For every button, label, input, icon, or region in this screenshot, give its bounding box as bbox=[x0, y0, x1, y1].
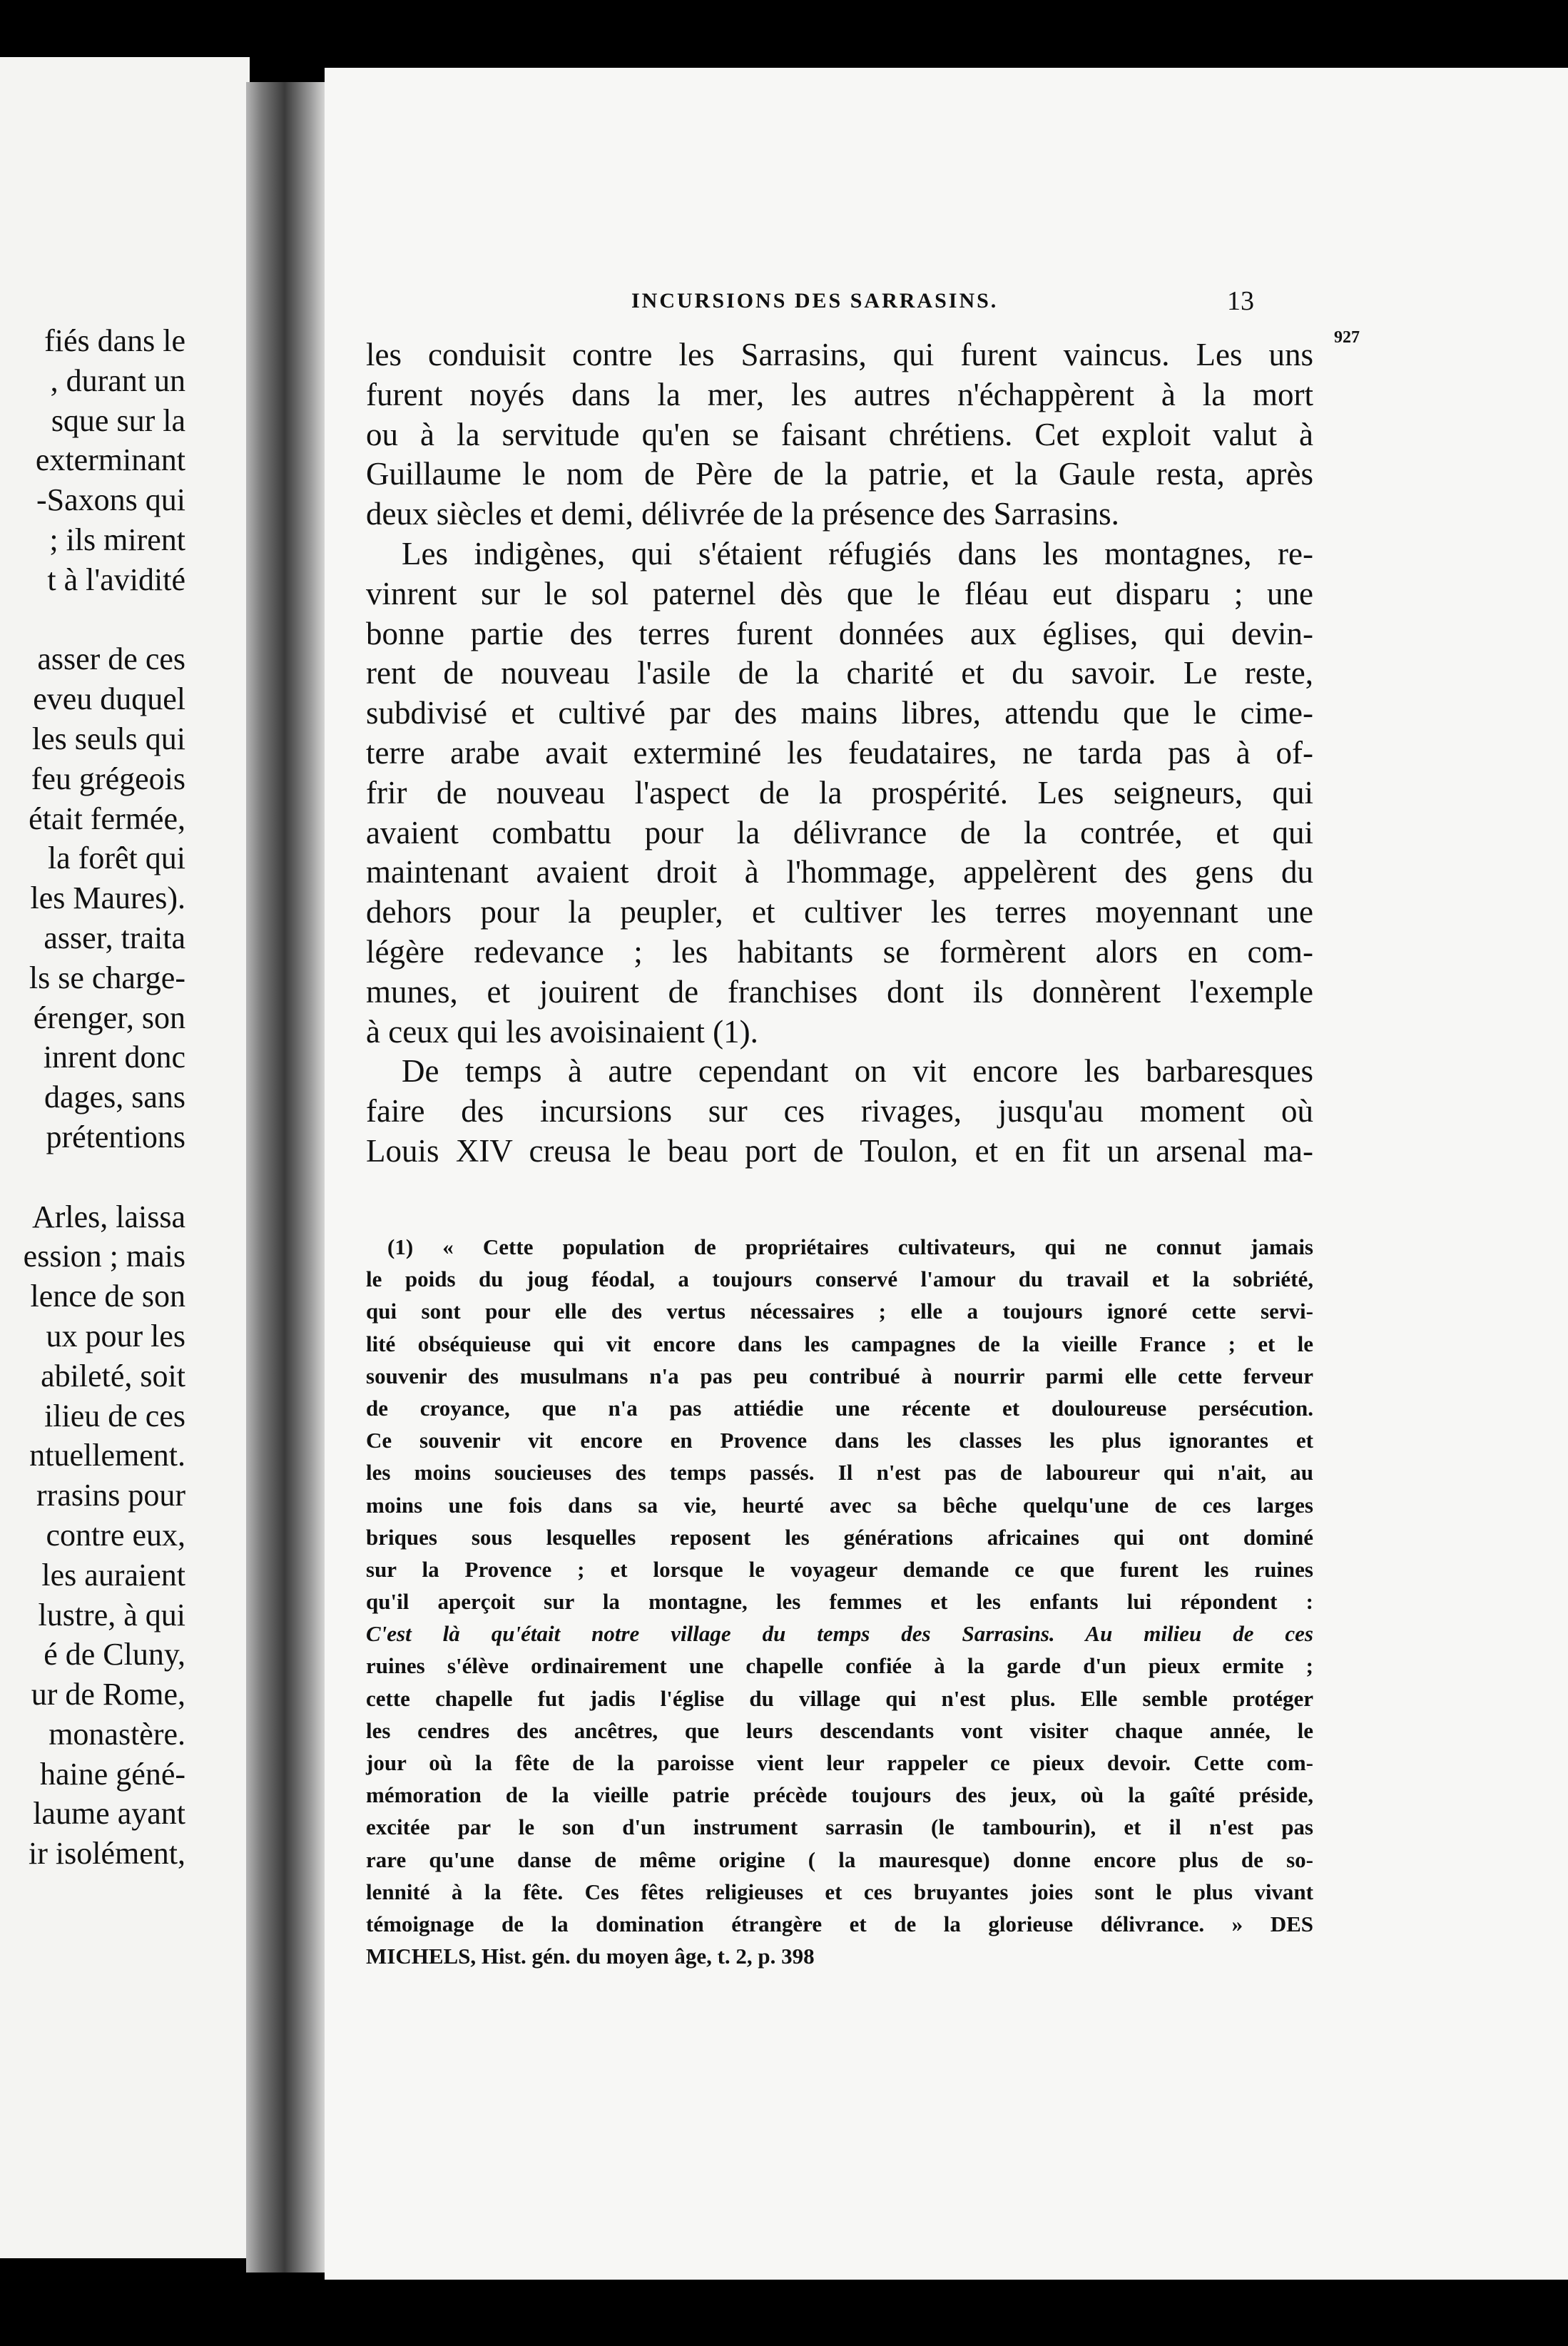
body-line: ou à la servitude qu'en se faisant chrétiens. Cet exploit valut à bbox=[366, 416, 1313, 452]
footnote-line: briques sous lesquelles reposent les générations africaines qui ont dominé bbox=[366, 1524, 1313, 1550]
left-line: prétentions bbox=[46, 1119, 185, 1154]
footnote-line: qu'il aperçoit sur la montagne, les femmes et les enfants lui répondent : bbox=[366, 1589, 1313, 1615]
footnote-line: souvenir des musulmans n'a pas peu contribué à nourrir parmi elle cette ferveur bbox=[366, 1363, 1313, 1388]
footnote-line: le poids du joug féodal, a toujours conservé l'amour du travail et la sobriété, bbox=[366, 1266, 1313, 1292]
body-line: Louis XIV creusa le beau port de Toulon, et en fit un arsenal ma- bbox=[366, 1132, 1313, 1169]
body-line: à ceux qui les avoisinaient (1). bbox=[366, 1013, 758, 1050]
left-line: asser de ces bbox=[37, 641, 185, 677]
left-line: fiés dans le bbox=[44, 323, 185, 358]
body-line: terre arabe avait exterminé les feudataires, ne tarda pas à of- bbox=[366, 734, 1313, 771]
left-line: ilieu de ces bbox=[44, 1398, 185, 1433]
left-line: ntuellement. bbox=[29, 1438, 185, 1473]
footnote-line: mémoration de la vieille patrie précède toujours des jeux, où la gaîté préside, bbox=[366, 1782, 1313, 1808]
left-line: exterminant bbox=[35, 442, 185, 478]
left-line: ls se charge- bbox=[29, 960, 185, 995]
left-line: monastère. bbox=[49, 1716, 185, 1752]
left-line: ur de Rome, bbox=[31, 1677, 185, 1712]
left-line: feu grégeois bbox=[31, 761, 185, 796]
left-line: asser, traita bbox=[44, 920, 185, 955]
footnote-line: C'est là qu'était notre village du temps des Sarrasins. Au milieu de ces bbox=[366, 1621, 1313, 1647]
footnote-line: ruines s'élève ordinairement une chapelle confiée à la garde d'un pieux ermite ; bbox=[366, 1653, 1313, 1679]
margin-year-note: 927 bbox=[1334, 328, 1360, 347]
body-line: subdivisé et cultivé par des mains libres, attendu que le cime- bbox=[366, 695, 1313, 731]
left-line: était fermée, bbox=[29, 801, 185, 836]
left-line: sque sur la bbox=[51, 402, 185, 438]
footnote-line: excitée par le son d'un instrument sarrasin (le tambourin), et il n'est pas bbox=[366, 1814, 1313, 1840]
body-line: Guillaume le nom de Père de la patrie, et la Gaule resta, après bbox=[366, 456, 1313, 492]
left-line: haine géné- bbox=[40, 1756, 185, 1792]
body-line: avaient combattu pour la délivrance de la contrée, et qui bbox=[366, 814, 1313, 850]
footnote-line: (1) « Cette population de propriétaires cultivateurs, qui ne connut jamais bbox=[387, 1234, 1313, 1259]
left-line: ession ; mais bbox=[23, 1239, 185, 1274]
left-facing-page bbox=[0, 57, 250, 2258]
footnote-line: rare qu'une danse de même origine ( la mauresque) donne encore plus de so- bbox=[366, 1847, 1313, 1872]
footnote-line: témoignage de la domination étrangère et de la glorieuse délivrance. » DES bbox=[366, 1911, 1313, 1936]
left-line: dages, sans bbox=[44, 1080, 185, 1115]
left-line: inrent donc bbox=[43, 1040, 185, 1075]
left-line: ir isolément, bbox=[29, 1836, 185, 1872]
left-line: lence de son bbox=[30, 1279, 185, 1314]
footnote-line: les moins soucieuses des temps passés. Il n'est pas de laboureur qui n'ait, au bbox=[366, 1460, 1313, 1486]
body-line: rent de nouveau l'asile de la charité et du savoir. Le reste, bbox=[366, 655, 1313, 691]
right-page bbox=[325, 68, 1568, 2280]
left-line bbox=[0, 600, 185, 640]
body-line: vinrent sur le sol paternel dès que le fléau eut disparu ; une bbox=[366, 575, 1313, 611]
page-number: 13 bbox=[1227, 286, 1254, 316]
body-line: maintenant avaient droit à l'hommage, appelèrent des gens du bbox=[366, 854, 1313, 890]
body-line: légère redevance ; les habitants se formèrent alors en com- bbox=[366, 933, 1313, 970]
left-line: abileté, soit bbox=[41, 1358, 185, 1393]
footnote-line: Ce souvenir vit encore en Provence dans les classes les plus ignorantes et bbox=[366, 1428, 1313, 1453]
left-line: les auraient bbox=[41, 1557, 185, 1593]
footnote bbox=[366, 1231, 1313, 1972]
footnote-line: lité obséquieuse qui vit encore dans les campagnes de la vieille France ; et le bbox=[366, 1331, 1313, 1356]
running-title: INCURSIONS DES SARRASINS. bbox=[631, 289, 999, 313]
body-line: furent noyés dans la mer, les autres n'échappèrent à la mort bbox=[366, 376, 1313, 412]
body-line: deux siècles et demi, délivrée de la présence des Sarrasins. bbox=[366, 496, 1119, 532]
left-line: , durant un bbox=[50, 362, 185, 398]
footnote-line: jour où la fête de la paroisse vient leur rappeler ce pieux devoir. Cette com- bbox=[366, 1750, 1313, 1775]
left-line: rrasins pour bbox=[36, 1478, 185, 1513]
left-line: -Saxons qui bbox=[36, 482, 185, 518]
left-line: érenger, son bbox=[33, 1000, 185, 1035]
body-line: Les indigènes, qui s'étaient réfugiés dans les montagnes, re- bbox=[402, 535, 1313, 572]
left-line: t à l'avidité bbox=[47, 562, 185, 597]
footnote-line: lennité à la fête. Ces fêtes religieuses et ces bruyantes joies sont le plus vivant bbox=[366, 1879, 1313, 1904]
body-line: bonne partie des terres furent données aux églises, qui devin- bbox=[366, 615, 1313, 651]
body-line: frir de nouveau l'aspect de la prospérité. Les seigneurs, qui bbox=[366, 774, 1313, 811]
left-line: les Maures). bbox=[30, 880, 185, 916]
left-line: eveu duquel bbox=[33, 681, 185, 717]
left-page-text bbox=[0, 321, 185, 1874]
footnote-line: moins une fois dans sa vie, heurté avec sa bêche quelqu'une de ces larges bbox=[366, 1492, 1313, 1518]
left-line: les seuls qui bbox=[31, 721, 185, 756]
left-line: la forêt qui bbox=[47, 841, 185, 876]
footnote-line: les cendres des ancêtres, que leurs descendants vont visiter chaque année, le bbox=[366, 1717, 1313, 1743]
body-line: munes, et jouirent de franchises dont ils donnèrent l'exemple bbox=[366, 973, 1313, 1010]
left-line bbox=[0, 1157, 185, 1197]
footnote-line: qui sont pour elle des vertus nécessaires ; elle a toujours ignoré cette servi- bbox=[366, 1299, 1313, 1324]
footnote-line: sur la Provence ; et lorsque le voyageur demande ce que furent les ruines bbox=[366, 1556, 1313, 1582]
body-line: faire des incursions sur ces rivages, jusqu'au moment où bbox=[366, 1093, 1313, 1129]
footnote-line: MICHELS, Hist. gén. du moyen âge, t. 2, p. 398 bbox=[366, 1944, 815, 1969]
body-line: De temps à autre cependant on vit encore les barbaresques bbox=[402, 1053, 1313, 1090]
footnote-line: cette chapelle fut jadis l'église du village qui n'est plus. Elle semble protéger bbox=[366, 1685, 1313, 1711]
body-text bbox=[366, 335, 1313, 1172]
book-gutter-shadow bbox=[246, 82, 332, 2273]
left-line: é de Cluny, bbox=[44, 1637, 185, 1672]
body-line: les conduisit contre les Sarrasins, qui furent vaincus. Les uns bbox=[366, 337, 1313, 372]
footnote-line: de croyance, que n'a pas attiédie une récente et douloureuse persécution. bbox=[366, 1395, 1313, 1421]
left-line: ux pour les bbox=[46, 1318, 185, 1354]
body-line: dehors pour la peupler, et cultiver les terres moyennant une bbox=[366, 894, 1313, 930]
left-line: contre eux, bbox=[46, 1517, 185, 1553]
left-line: laume ayant bbox=[33, 1796, 185, 1832]
left-line: Arles, laissa bbox=[31, 1199, 185, 1234]
left-line: ; ils mirent bbox=[49, 522, 185, 557]
left-line: lustre, à qui bbox=[38, 1597, 185, 1632]
